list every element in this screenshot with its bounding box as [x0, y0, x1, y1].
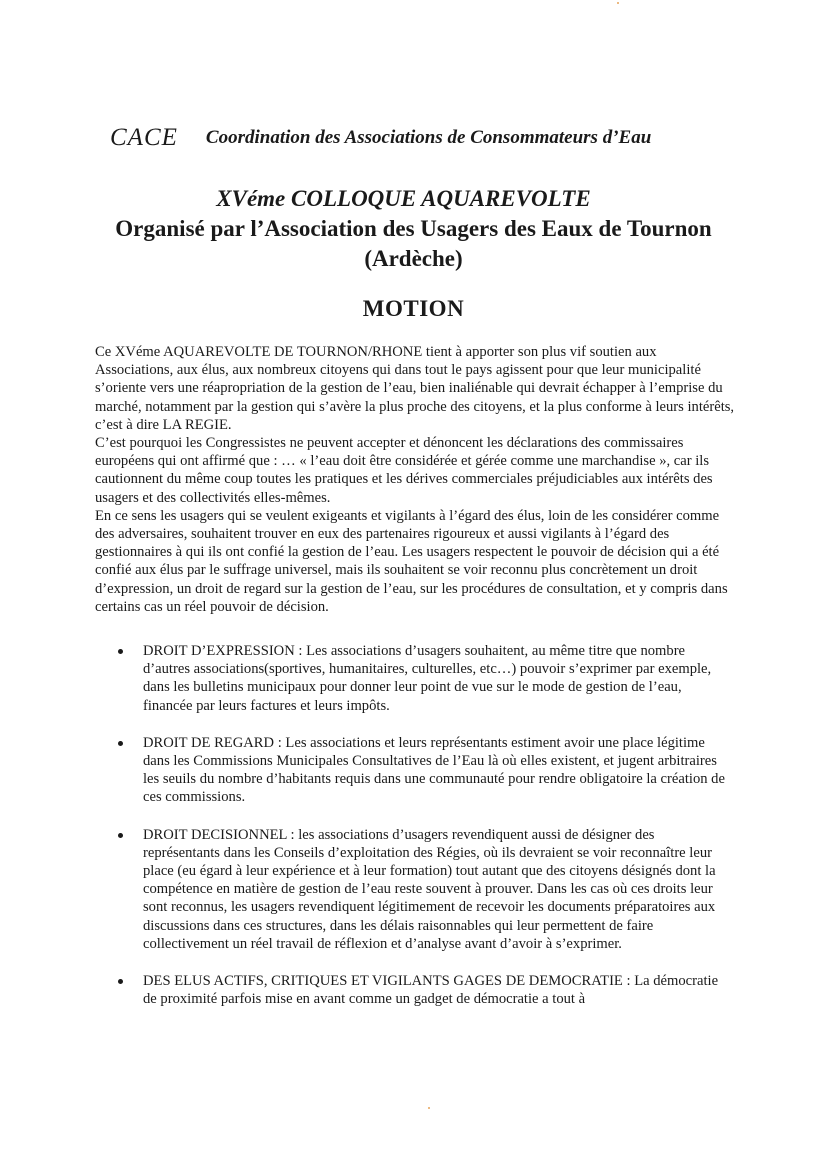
list-item [118, 642, 728, 715]
bullet-icon [118, 833, 123, 838]
body-text [95, 343, 735, 616]
paragraph: C’est pourquoi les Congressistes ne peuvent accepter et dénoncent les déclarations des commissaires européens qui ont affirmé que : … « l’eau doit être considérée et gérée comme une marchandise », car ils cautionnent du même coup toutes les pratiques et les dérives commerciales préjudiciables aux intérêts des usagers et des collectivités elles-mêmes. [95, 435, 713, 506]
bullet-icon [118, 741, 123, 746]
title-line-2: Organisé par l’Association des Usagers des Eaux de Tournon [115, 216, 712, 241]
bullet-icon [118, 979, 123, 984]
bullet-icon [118, 649, 123, 654]
paragraph: En ce sens les usagers qui se veulent exigeants et vigilants à l’égard des élus, loin de les considérer comme des adversaires, souhaitent trouver en eux des partenaires rigoureux et aussi vigilants à l’égard des gestionnaires à qui ils ont confié la gestion de l’eau. Les usagers respectent le pouvoir de décision qui a été confié aux élus par le suffrage universel, mais ils souhaitent se voir reconnu plus concrètement un droit d’expression, un droit de regard sur la gestion de l’eau, sur les procédures de consultation, et y compris dans certains cas un réel pouvoir de décision. [95, 507, 728, 615]
organization-name: Coordination des Associations de Consommateurs d’Eau [205, 127, 652, 148]
list-item [118, 826, 728, 953]
list-item-text: DROIT DE REGARD : Les associations et leurs représentants estiment avoir une place légitime dans les Commissions Municipales Consultatives de l’Eau là où elles existent, et jugent arbitraires les seuils du nombre d’habitants requis dans une communauté pour rendre obligatoire la création de ces commissions. [143, 734, 725, 806]
list-item [118, 972, 728, 1008]
document-title [0, 184, 827, 274]
list-item-text: DROIT D’EXPRESSION : Les associations d’usagers souhaitent, au même titre que nombre d’autres associations(sportives, humanitaires, culturelles, etc…) pouvoir s’exprimer par exemple, dans les bulletins municipaux pour donner leur point de vue sur le mode de gestion de l’eau, financée par leurs factures et leurs impôts. [143, 643, 712, 714]
title-line-1: XVéme COLLOQUE AQUAREVOLTE [216, 186, 591, 211]
motion-heading: MOTION [362, 296, 465, 321]
list-item-text: DROIT DECISIONNEL : les associations d’usagers revendiquent aussi de désigner des représentants dans les Conseils d’exploitation des Régies, où ils devraient se voir reconnaître leur place (eu égard à leur expérience et à leur formation) tout autant que des citoyens désignés dont la compétence en matière de gestion de l’eau reste souvent à prouver. Dans les cas où ces droits leur sont reconnus, les usagers revendiquent légitimement de recevoir les documents préparatoires aux discussions dans ces structures, dans les délais raisonnables qui leur permettent de faire collectivement un réel travail de réflexion et d’analyse avant d’avoir à s’exprimer. [143, 826, 716, 952]
title-line-3: (Ardèche) [364, 246, 463, 271]
bullet-list [118, 642, 728, 1027]
paragraph: Ce XVéme AQUAREVOLTE DE TOURNON/RHONE tient à apporter son plus vif soutien aux Associations, aux élus, aux nombreux citoyens qui dans tout le pays agissent pour que leur municipalité s’oriente vers une réapropriation de la gestion de l’eau, bien inaliénable qui devrait échapper à l’emprise du marché, notamment par la gestion qui s’avère la plus proche des citoyens, et la plus conforme à leurs intérêts, c’est à dire LA REGIE. [95, 344, 735, 433]
scan-speck [617, 2, 619, 4]
organization-abbreviation: CACE [110, 124, 178, 151]
list-item-text: DES ELUS ACTIFS, CRITIQUES ET VIGILANTS GAGES DE DEMOCRATIE : La démocratie de proximité parfois mise en avant comme un gadget de démocratie a tout à [143, 973, 719, 1008]
list-item [118, 734, 728, 807]
scan-speck [428, 1107, 430, 1109]
organization-header [110, 124, 750, 152]
